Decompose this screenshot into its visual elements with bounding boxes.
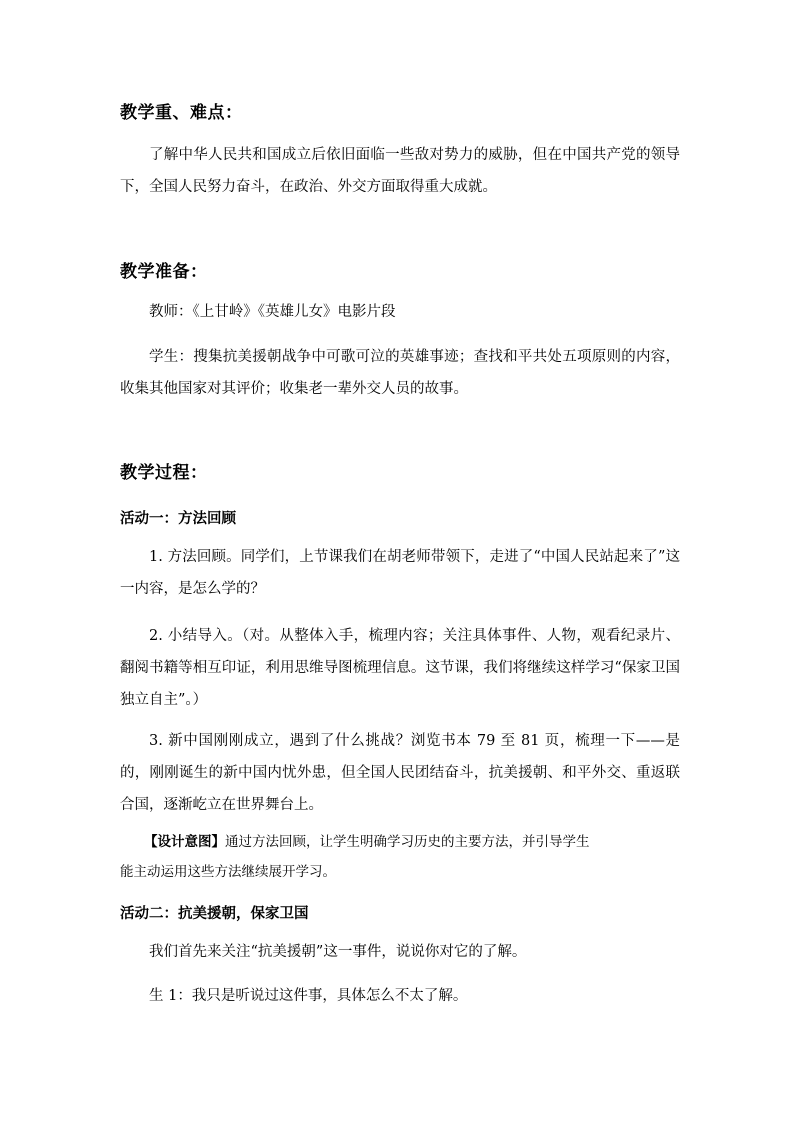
design-intent-line2: 能主动运用这些方法继续展开学习。 [120,864,336,880]
design-intent [120,827,680,887]
activity1-step2: 2. 小结导入。（对。从整体入手，梳理内容；关注具体事件、人物，观看纪录片、翻阅书籍等相互印证，利用思维导图梳理信息。这节课，我们将继续这样学习“保家卫国 独立自主”。） [120,628,680,708]
preparation-student: 学生：搜集抗美援朝战争中可歌可泣的英雄事迹；查找和平共处五项原则的内容，收集其他国家对其评价；收集老一辈外交人员的故事。 [120,349,680,397]
process-heading: 教学过程： [120,463,208,483]
design-intent-tag: 【设计意图】 [144,834,225,850]
activity1-title: 活动一：方法回顾 [120,511,236,527]
activity2-para2: 生 1：我只是听说过这件事，具体怎么不太了解。 [149,988,468,1004]
key-points-paragraph: 了解中华人民共和国成立后依旧面临一些敌对势力的威胁，但在中国共产党的领导下，全国人民努力奋斗，在政治、外交方面取得重大成就。 [120,147,680,195]
activity1-step1: 1. 方法回顾。同学们，上节课我们在胡老师带领下，走进了“中国人民站起来了”这一内容，是怎么学的？ [120,549,680,597]
design-intent-line1: 通过方法回顾，让学生明确学习历史的主要方法，并引导学生 [225,834,590,850]
activity1-step3: 3. 新中国刚刚成立，遇到了什么挑战？浏览书本 79 至 81 页，梳理一下——是的，刚刚诞生的新中国内忧外患，但全国人民团结奋斗，抗美援朝、和平外交、重返联合国，逐渐屹立在世界舞台上。 [120,733,680,813]
activity2-para1: 我们首先来关注“抗美援朝”这一事件，说说你对它的了解。 [149,944,527,960]
preparation-heading: 教学准备： [120,262,208,282]
activity2-title: 活动二：抗美援朝，保家卫国 [120,906,309,922]
key-points-heading: 教学重、难点： [120,103,243,123]
preparation-teacher: 教师：《上甘岭》《英雄儿女》电影片段 [149,304,396,320]
